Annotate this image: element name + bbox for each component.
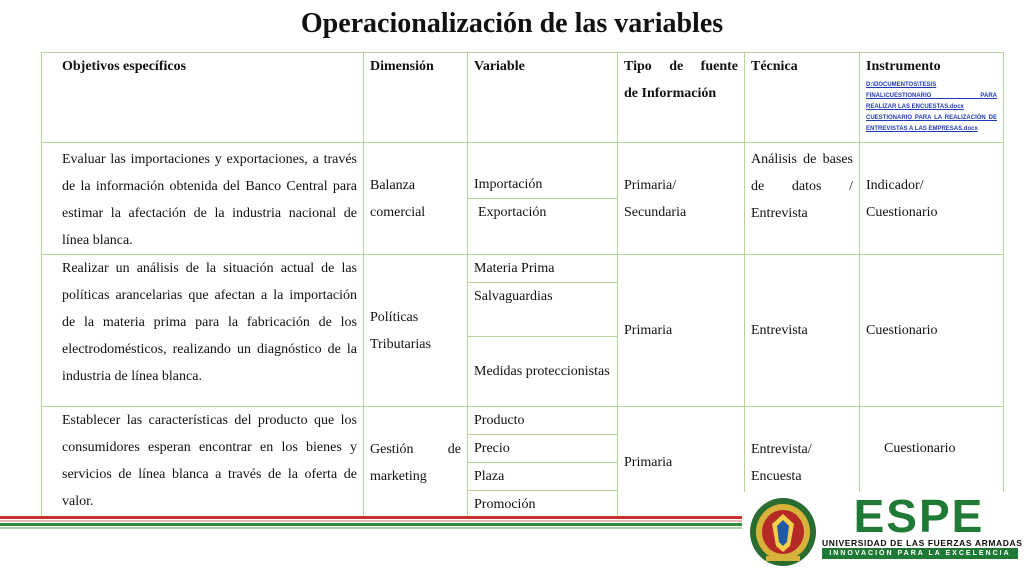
tipo-cell: Primaria	[618, 255, 745, 407]
objetivo-cell: Evaluar las importaciones y exportaciones, a través de la información obtenida del Banco Central para estimar la afectación de la industria nacional de línea blanca.	[42, 143, 364, 255]
variable-cell: Medidas proteccionistas	[468, 337, 618, 407]
document-link[interactable]: D:\DOCUMENTOS\TESIS	[866, 82, 937, 88]
instrumento-cell: Cuestionario	[860, 407, 1004, 519]
table-row	[42, 143, 1004, 199]
header-tipo-fuente-line2: de Información	[624, 86, 717, 101]
header-instrumento-label: Instrumento	[866, 59, 941, 74]
espe-logo	[742, 492, 1024, 576]
document-link[interactable]: CUESTIONARIO PARA LA REALIZACIÓN DE	[866, 115, 997, 121]
document-link[interactable]: FINAL\CUESTIONARIO PARA	[866, 93, 997, 99]
header-variable: Variable	[468, 53, 618, 143]
tecnica-cell: Entrevista	[745, 255, 860, 407]
header-tipo-fuente-line1: Tipo de fuente	[624, 59, 738, 74]
objetivo-cell: Realizar un análisis de la situación actual de las políticas arancelarias que afectan a la importación de la materia prima para la fabricación de los electrodomésticos, realizando un diagnóstico de la industria de línea blanca.	[42, 255, 364, 407]
university-seal-icon	[748, 496, 818, 568]
objetivo-cell: Establecer las características del producto que los consumidores esperan encontrar en los bienes y servicios de línea blanca a través de la oferta de valor.	[42, 407, 364, 519]
operationalization-table	[41, 52, 1004, 519]
header-instrumento	[860, 53, 1004, 143]
variable-cell: Exportación	[468, 199, 618, 255]
document-link[interactable]: REALIZAR LAS ENCUESTAS.docx	[866, 104, 964, 110]
tipo-cell: Primaria	[618, 407, 745, 519]
dimension-cell	[364, 407, 468, 519]
instrumento-cell: Cuestionario	[860, 255, 1004, 407]
svg-text:ESPE: ESPE	[853, 494, 985, 536]
variable-cell: Salvaguardias	[468, 283, 618, 337]
variable-cell: Importación	[468, 143, 618, 199]
variable-cell: Promoción	[468, 491, 618, 519]
university-name: UNIVERSIDAD DE LAS FUERZAS ARMADAS	[822, 538, 1023, 548]
dimension-line1: Gestión de marketing	[370, 441, 461, 484]
header-tipo-fuente	[618, 53, 745, 143]
table-row	[42, 255, 1004, 283]
instrumento-cell: Indicador/ Cuestionario	[860, 143, 1004, 255]
table-row	[42, 407, 1004, 435]
variable-cell: Plaza	[468, 463, 618, 491]
variable-cell: Precio	[468, 435, 618, 463]
tipo-cell: Primaria/ Secundaria	[618, 143, 745, 255]
page-title: Operacionalización de las variables	[300, 8, 724, 39]
header-tecnica: Técnica	[745, 53, 860, 143]
dimension-cell: Balanza comercial	[364, 143, 468, 255]
header-dimension: Dimensión	[364, 53, 468, 143]
espe-wordmark	[822, 494, 1017, 536]
dimension-cell: Políticas Tributarias	[364, 255, 468, 407]
variable-cell: Producto	[468, 407, 618, 435]
variable-cell: Materia Prima	[468, 255, 618, 283]
university-tagline: INNOVACIÓN PARA LA EXCELENCIA	[822, 548, 1018, 559]
tecnica-cell: Entrevista/ Encuesta	[745, 407, 860, 519]
header-objetivos: Objetivos específicos	[42, 53, 364, 143]
document-link[interactable]: ENTREVISTAS A LAS EMPRESAS.docx	[866, 126, 978, 132]
tecnica-cell: Análisis de bases de datos / Entrevista	[745, 143, 860, 255]
table-header-row	[42, 53, 1004, 143]
